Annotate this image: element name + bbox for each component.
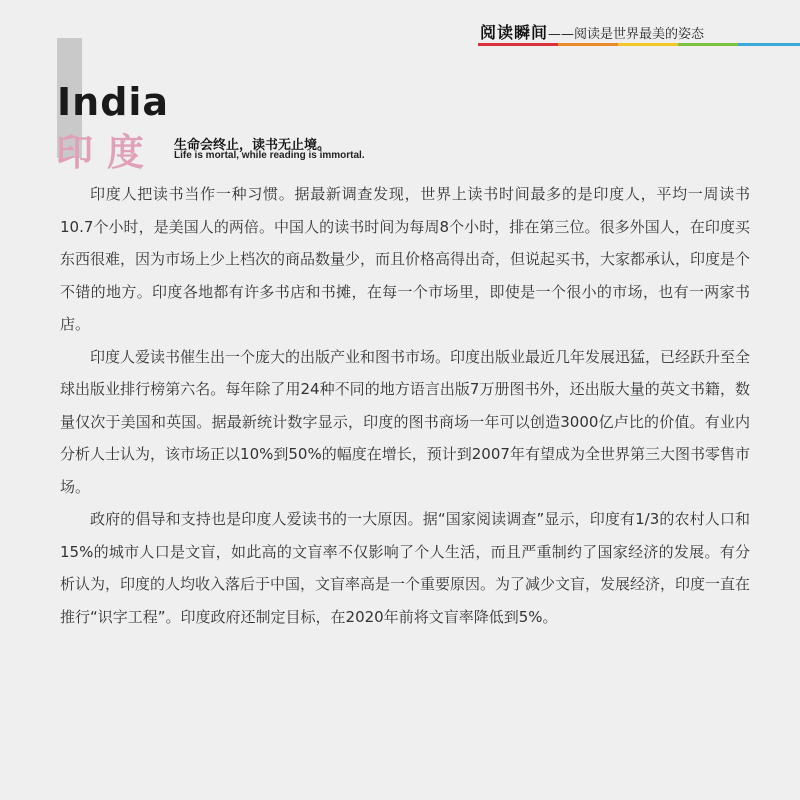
tagline-english: Life is mortal, while reading is immortal.: [174, 150, 365, 161]
header-color-bar: [478, 43, 800, 46]
title-chinese: 印度: [56, 131, 158, 174]
tagline-chinese: 生命会终止，读书无止境。: [174, 138, 331, 153]
header-tagline: ——阅读是世界最美的姿态: [548, 27, 705, 42]
header-bar-segment: [618, 43, 678, 46]
header-bar-segment: [558, 43, 618, 46]
title-english: India: [57, 80, 170, 124]
paragraph-1: 印度人把读书当作一种习惯。据最新调查发现，世界上读书时间最多的是印度人，平均一周读书10.7个小时，是美国人的两倍。中国人的读书时间为每周8个小时，排在第三位。很多外国人，在印度买东西很难，因为市场上少上档次的商品数量少，而且价格高得出奇，但说起买书，大家都承认，印度是个不错的地方。印度各地都有许多书店和书摊，在每一个市场里，即使是一个很小的市场，也有一两家书店。: [60, 185, 751, 333]
paragraph-2: 印度人爱读书催生出一个庞大的出版产业和图书市场。印度出版业最近几年发展迅猛，已经跃升至全球出版业排行榜第六名。每年除了用24种不同的地方语言出版7万册图书外，还出版大量的英文书籍，数量仅次于美国和英国。据最新统计数字显示，印度的图书商场一年可以创造3000亿卢比的价值。有业内分析人士认为，该市场正以10%到50%的幅度在增长，预计到2007年有望成为全世界第三大图书零售市场。: [60, 347, 751, 496]
header-bar-segment: [478, 43, 558, 46]
header-text: [480, 20, 704, 43]
page-header: [478, 20, 800, 50]
article-body: [60, 178, 750, 633]
header-bar-segment: [678, 43, 738, 46]
paragraph-3: 政府的倡导和支持也是印度人爱读书的一大原因。据“国家阅读调查”显示，印度有1/3的农村人口和15%的城市人口是文盲，如此高的文盲率不仅影响了个人生活，而且严重制约了国家经济的发展。有分析认为，印度的人均收入落后于中国，文盲率高是一个重要原因。为了减少文盲，发展经济，印度一直在推行“识字工程”。印度政府还制定目标，在2020年前将文盲率降低到5%。: [60, 510, 751, 626]
header-brand: 阅读瞬间: [480, 23, 549, 42]
header-bar-segment: [738, 43, 800, 46]
